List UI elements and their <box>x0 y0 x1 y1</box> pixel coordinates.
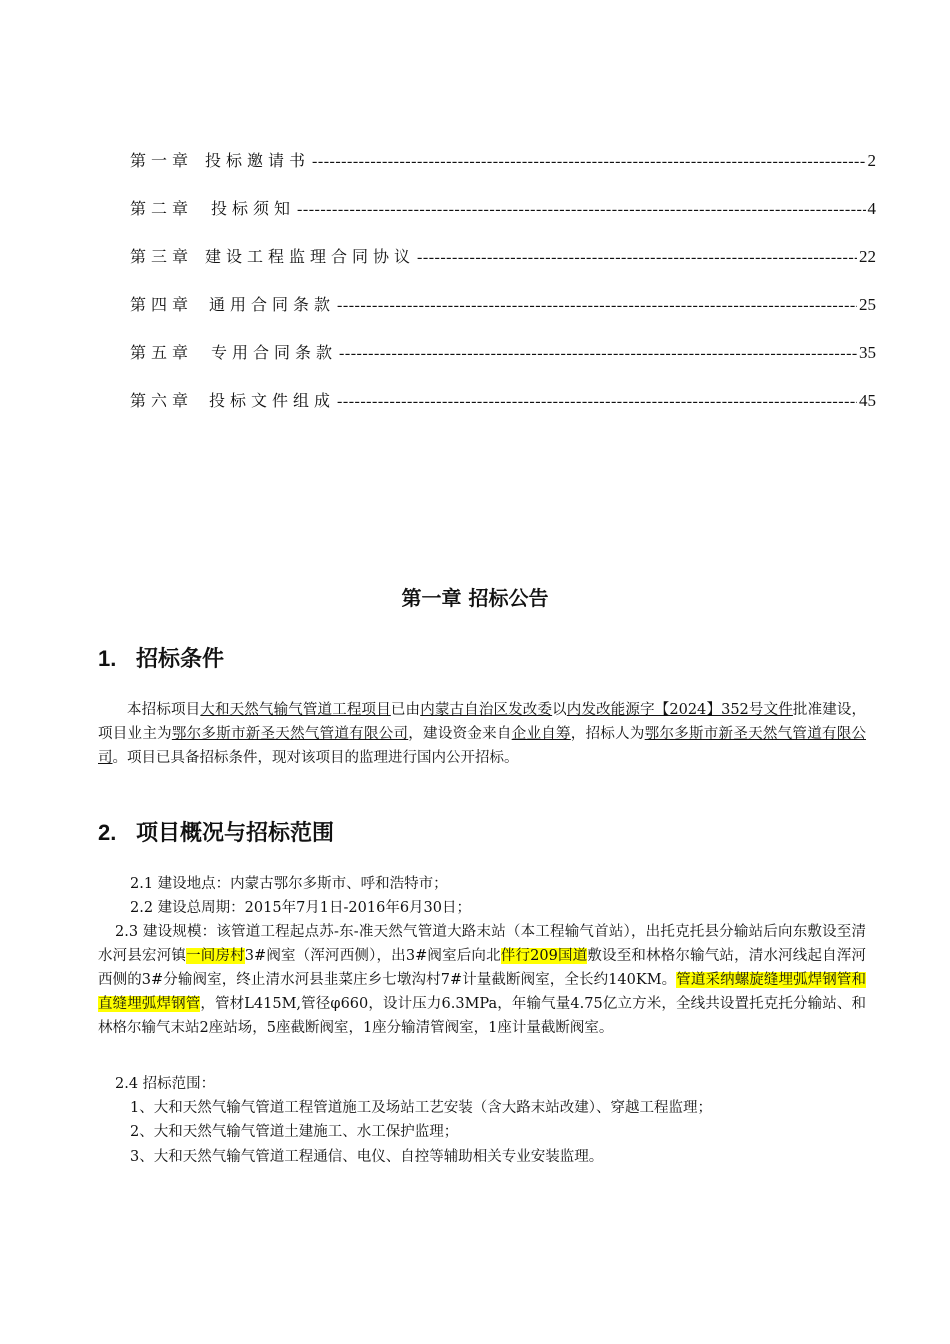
funding-source: 企业自筹 <box>511 726 571 742</box>
toc-entry-4[interactable] <box>130 292 876 340</box>
tenderer: 鄂尔多斯市新圣天然气管道有限公司 <box>98 726 867 766</box>
toc-page-number: 4 <box>867 199 876 218</box>
toc-chapter-label: 第六章 投标文件组成 <box>130 391 336 410</box>
toc-entry-5[interactable] <box>130 340 876 388</box>
highlight-village: 一间房村 <box>186 948 245 964</box>
toc-leader-dots <box>417 247 857 267</box>
toc-leader-dots <box>337 295 857 315</box>
toc-entry-3[interactable] <box>130 244 876 292</box>
toc-leader-dots <box>297 199 865 219</box>
chapter-title: 第一章 招标公告 <box>401 586 549 610</box>
toc-page-number: 2 <box>867 151 876 170</box>
highlight-pipe-type: 管道采纳螺旋缝埋弧焊钢管和直缝埋弧焊钢管 <box>98 972 867 1012</box>
table-of-contents <box>130 148 876 436</box>
project-name: 大和天然气输气管道工程项目 <box>200 702 391 718</box>
toc-entry-6[interactable] <box>130 388 876 436</box>
toc-leader-dots <box>339 343 857 363</box>
construction-period: 2.2 建设总周期：2015年7月1日-2016年6月30日； <box>130 900 471 916</box>
toc-page-number: 25 <box>859 295 876 314</box>
toc-chapter-label: 第五章 专用合同条款 <box>130 343 338 362</box>
toc-chapter-label: 第一章 投标邀请书 <box>130 151 311 170</box>
toc-page-number: 35 <box>859 343 876 362</box>
toc-chapter-label: 第三章 建设工程监理合同协议 <box>130 247 416 266</box>
scope-item: 1、大和天然气输气管道工程管道施工及场站工艺安装（含大路末站改建）、穿越工程监理； <box>130 1100 712 1116</box>
construction-scale: 2.3 建设规模：该管道工程起点苏-东-准天然气管道大路末站（本工程输气首站），出托克托县分输站后向东敷设至清水河县宏河镇一间房村3#阀室（浑河西侧），出3#阀室后向北伴行209国道敷设至和林格尔输气站，清水河线起自浑河西侧的3#分输阀室，终止清水河县韭菜庄乡七墩沟村7#计量截断阀室，全长约140KM。管道采纳螺旋缝埋弧焊钢管和直缝埋弧焊钢管，管材L415M,管径φ660，设计压力6.3MPa，年输气量4.75亿立方米，全线共设置托克托分输站、和林格尔输气末站2座站场，5座截断阀室，1座分输清管阀室，1座计量截断阀室。 <box>98 924 867 1036</box>
toc-entry-2[interactable] <box>130 196 876 244</box>
tender-scope-title: 2.4 招标范围： <box>115 1076 216 1092</box>
toc-page-number: 45 <box>859 391 876 410</box>
scope-item: 2、大和天然气输气管道土建施工、水工保护监理； <box>130 1124 459 1140</box>
toc-entry-1[interactable] <box>130 148 876 196</box>
toc-page-number: 22 <box>859 247 876 266</box>
scope-item: 3、大和天然气输气管道工程通信、电仪、自控等辅助相关专业安装监理。 <box>130 1149 604 1165</box>
toc-leader-dots <box>337 391 857 411</box>
project-owner: 鄂尔多斯市新圣天然气管道有限公司 <box>171 726 409 742</box>
document-number: 内发改能源字【2024】352号文件 <box>566 702 793 718</box>
toc-chapter-label: 第四章 通用合同条款 <box>130 295 336 314</box>
section-heading-2: 2. 项目概况与招标范围 <box>98 820 335 846</box>
highlight-highway: 伴行209国道 <box>500 948 588 964</box>
toc-chapter-label: 第二章 投标须知 <box>130 199 296 218</box>
section1-paragraph: 本招标项目大和天然气输气管道工程项目已由内蒙古自治区发改委以内发改能源字【2024】352号文件批准建设，项目业主为鄂尔多斯市新圣天然气管道有限公司，建设资金来自企业自筹，招标人为鄂尔多斯市新圣天然气管道有限公司。项目已具备招标条件，现对该项目的监理进行国内公开招标。 <box>98 702 867 766</box>
construction-location: 2.1 建设地点：内蒙古鄂尔多斯市、呼和浩特市； <box>130 876 448 892</box>
section-heading-1: 1. 招标条件 <box>98 646 225 672</box>
toc-leader-dots <box>312 151 865 171</box>
approver: 内蒙古自治区发改委 <box>420 702 553 718</box>
